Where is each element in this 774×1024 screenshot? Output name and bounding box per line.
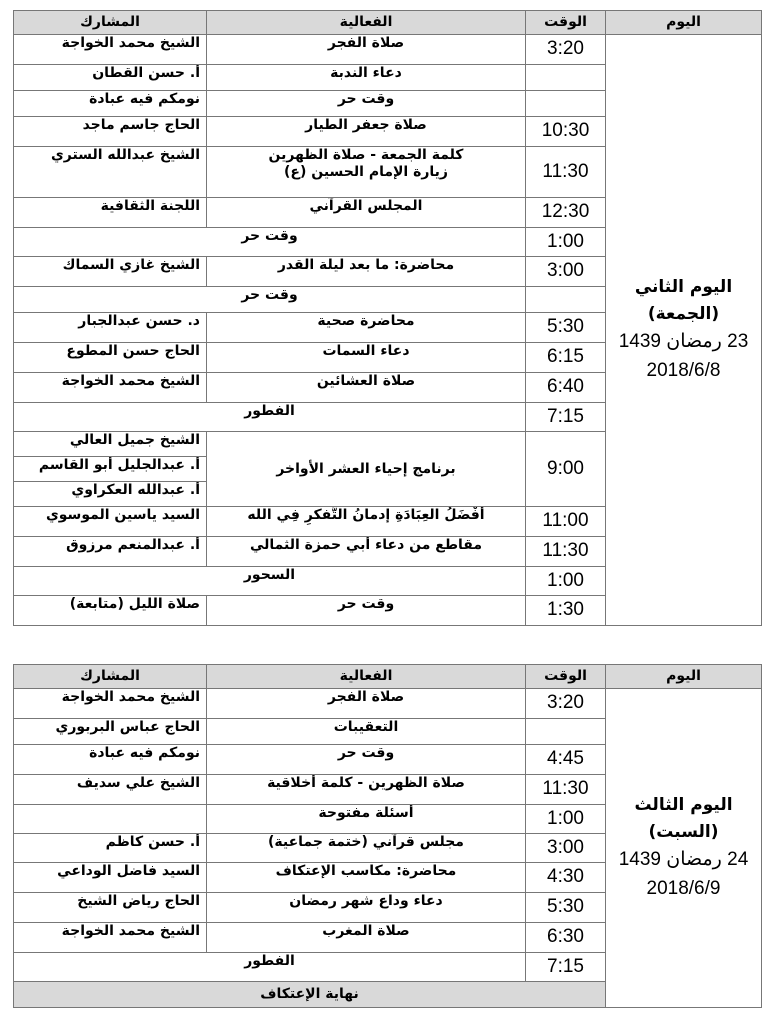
time-cell: 11:30 — [526, 775, 606, 805]
header-activity: الفعالية — [207, 665, 526, 689]
participant-cell: أ. حسن القطان — [14, 65, 207, 91]
participant-cell: الحاج جاسم ماجد — [14, 117, 207, 147]
participant-cell: الشيخ عبدالله الستري — [14, 147, 207, 198]
participant-cell — [14, 805, 207, 834]
time-cell: 9:00 — [526, 432, 606, 507]
time-cell: 11:00 — [526, 507, 606, 537]
time-cell: 7:15 — [526, 403, 606, 432]
participant-cell: نومكم فيه عبادة — [14, 91, 207, 117]
activity-cell: صلاة المغرب — [207, 923, 526, 953]
schedule-table-day-2 — [13, 10, 762, 626]
participant-cell: السيد فاضل الوداعي — [14, 863, 207, 893]
header-participant: المشارك — [14, 11, 207, 35]
time-cell: 3:20 — [526, 689, 606, 719]
participant-cell: د. حسن عبدالجبار — [14, 313, 207, 343]
schedule-table-day-3 — [13, 664, 762, 1008]
table-row — [14, 689, 762, 719]
participant-cell: أ. حسن كاظم — [14, 834, 207, 863]
time-cell: 6:15 — [526, 343, 606, 373]
header-activity: الفعالية — [207, 11, 526, 35]
time-cell: 1:00 — [526, 567, 606, 596]
participant-cell: أ. عبدالله العكراوي — [14, 482, 207, 507]
day-gregorian-date: 2018/6/8 — [646, 360, 721, 382]
time-cell: 3:20 — [526, 35, 606, 65]
participant-cell: نومكم فيه عبادة — [14, 745, 207, 775]
participant-cell: الشيخ محمد الخواجة — [14, 373, 207, 403]
activity-cell: صلاة العشائين — [207, 373, 526, 403]
participant-cell: صلاة الليل (متابعة) — [14, 596, 207, 626]
participant-cell: أ. عبدالجليل أبو القاسم — [14, 457, 207, 482]
header-time: الوقت — [526, 11, 606, 35]
time-cell: 4:30 — [526, 863, 606, 893]
activity-cell: التعقيبات — [207, 719, 526, 745]
participant-cell: اللجنة الثقافية — [14, 198, 207, 228]
time-cell: 3:00 — [526, 834, 606, 863]
participant-cell: الحاج حسن المطوع — [14, 343, 207, 373]
header-time: الوقت — [526, 665, 606, 689]
activity-cell: الفطور — [14, 403, 526, 432]
activity-cell: محاضرة: ما بعد ليلة القدر — [207, 257, 526, 287]
activity-cell: صلاة الفجر — [207, 35, 526, 65]
day-name: اليوم الثاني — [634, 277, 733, 298]
day-name: اليوم الثالث — [634, 795, 733, 816]
activity-cell: المجلس القرآني — [207, 198, 526, 228]
day-hijri-date: 23 رمضان 1439 — [618, 330, 749, 352]
time-cell: 1:00 — [526, 805, 606, 834]
time-cell — [526, 91, 606, 117]
time-cell — [526, 287, 606, 313]
time-cell: 3:00 — [526, 257, 606, 287]
activity-cell: وقت حر — [207, 596, 526, 626]
activity-cell: أَفْضَلُ العِبَادَةِ إدمانُ التَّفكرِ فِي الله — [207, 507, 526, 537]
participant-cell: الحاج رياض الشيخ — [14, 893, 207, 923]
participant-cell: الحاج عباس البربوري — [14, 719, 207, 745]
activity-cell: برنامج إحياء العشر الأواخر — [207, 432, 526, 507]
activity-cell: مقاطع من دعاء أبي حمزة الثمالي — [207, 537, 526, 567]
time-cell — [526, 719, 606, 745]
activity-line: زيارة الإمام الحسين (ع) — [284, 163, 448, 180]
activity-cell: السحور — [14, 567, 526, 596]
activity-cell: وقت حر — [207, 745, 526, 775]
day-weekday: (الجمعة) — [647, 303, 720, 324]
ending-banner: نهاية الإعتكاف — [14, 982, 606, 1008]
header-day: اليوم — [606, 11, 762, 35]
participant-cell: الشيخ جميل العالي — [14, 432, 207, 457]
time-cell: 4:45 — [526, 745, 606, 775]
time-cell — [526, 65, 606, 91]
activity-cell: أسئلة مفتوحة — [207, 805, 526, 834]
day-weekday: (السبت) — [648, 821, 719, 842]
header-participant: المشارك — [14, 665, 207, 689]
time-cell: 6:40 — [526, 373, 606, 403]
day-hijri-date: 24 رمضان 1439 — [618, 848, 749, 870]
day-gregorian-date: 2018/6/9 — [646, 878, 721, 900]
participant-cell: أ. عبدالمنعم مرزوق — [14, 537, 207, 567]
activity-cell: وقت حر — [207, 91, 526, 117]
participant-cell: الشيخ محمد الخواجة — [14, 689, 207, 719]
time-cell: 7:15 — [526, 953, 606, 982]
activity-cell: صلاة جعفر الطيار — [207, 117, 526, 147]
activity-cell: دعاء وداع شهر رمضان — [207, 893, 526, 923]
day-cell — [606, 35, 762, 626]
time-cell: 6:30 — [526, 923, 606, 953]
time-cell: 11:30 — [526, 147, 606, 198]
time-cell: 1:00 — [526, 228, 606, 257]
activity-cell: دعاء السمات — [207, 343, 526, 373]
activity-cell: محاضرة صحية — [207, 313, 526, 343]
activity-cell: وقت حر — [14, 228, 526, 257]
time-cell: 12:30 — [526, 198, 606, 228]
time-cell: 5:30 — [526, 313, 606, 343]
time-cell: 1:30 — [526, 596, 606, 626]
activity-cell: صلاة الظهرين - كلمة أخلاقية — [207, 775, 526, 805]
header-day: اليوم — [606, 665, 762, 689]
time-cell: 10:30 — [526, 117, 606, 147]
participant-cell: الشيخ علي سديف — [14, 775, 207, 805]
participant-cell: الشيخ محمد الخواجة — [14, 35, 207, 65]
participant-cell: الشيخ محمد الخواجة — [14, 923, 207, 953]
activity-cell — [207, 147, 526, 198]
activity-cell: صلاة الفجر — [207, 689, 526, 719]
time-cell: 11:30 — [526, 537, 606, 567]
table-row — [14, 35, 762, 65]
time-cell: 5:30 — [526, 893, 606, 923]
day-cell — [606, 689, 762, 1008]
activity-cell: مجلس قرآني (ختمة جماعية) — [207, 834, 526, 863]
participant-cell: الشيخ غازي السماك — [14, 257, 207, 287]
activity-cell: دعاء الندبة — [207, 65, 526, 91]
activity-cell: وقت حر — [14, 287, 526, 313]
participant-cell: السيد ياسين الموسوي — [14, 507, 207, 537]
activity-line: كلمة الجمعة - صلاة الظهرين — [268, 147, 464, 163]
activity-cell: الفطور — [14, 953, 526, 982]
activity-cell: محاضرة: مكاسب الإعتكاف — [207, 863, 526, 893]
